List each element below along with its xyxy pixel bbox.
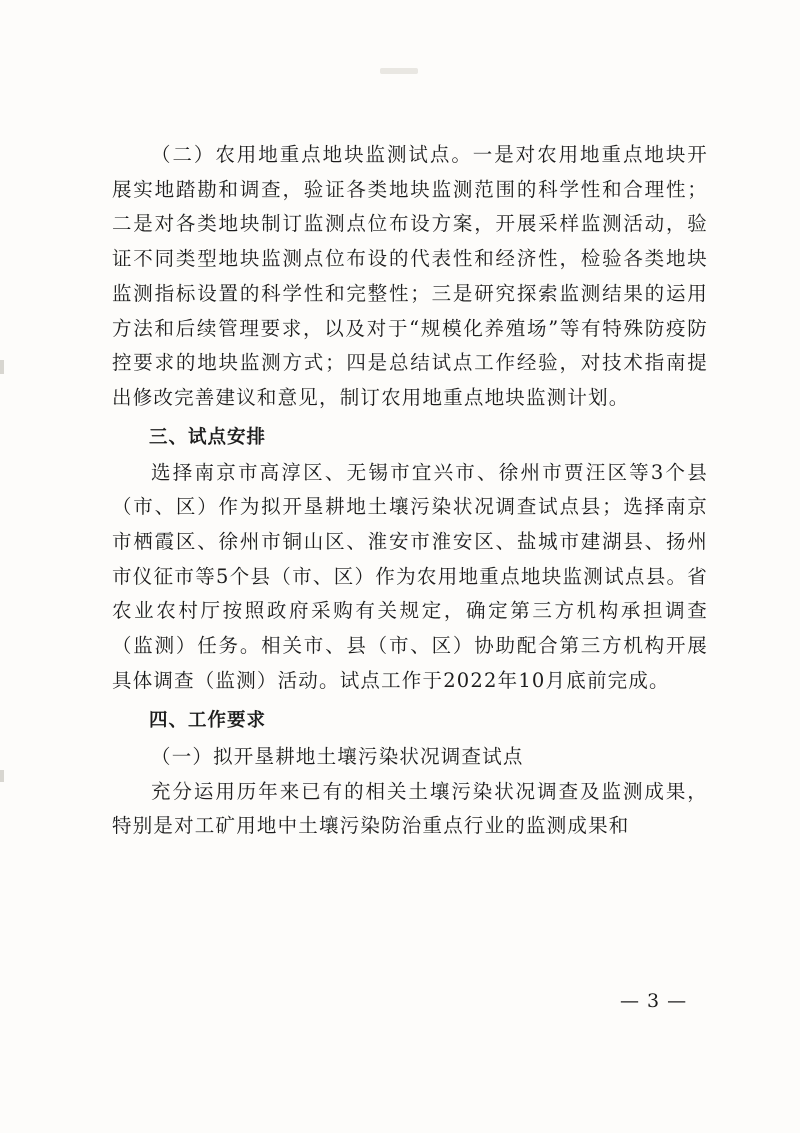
paragraph-pilot-arrangement: 选择南京市高淳区、无锡市宜兴市、徐州市贾汪区等3个县（市、区）作为拟开垦耕地土壤污染状况调查试点县；选择南京市栖霞区、徐州市铜山区、淮安市淮安区、盐城市建湖县、扬州市仪征市等5个县（市、区）作为农用地重点地块监测试点县。省农业农村厅按照政府采购有关规定，确定第三方机构承担调查（监测）任务。相关市、县（市、区）协助配合第三方机构开展具体调查（监测）活动。试点工作于2022年10月底前完成。 bbox=[112, 460, 708, 692]
paragraph-soil-survey: 充分运用历年来已有的相关土壤污染状况调查及监测成果，特别是对工矿用地中土壤污染防治重点行业的监测成果和 bbox=[112, 779, 708, 838]
scan-edge-mark bbox=[0, 770, 4, 782]
document-body bbox=[112, 138, 708, 844]
scan-edge-mark bbox=[0, 360, 4, 374]
section-heading-work-requirements: 四、工作要求 bbox=[149, 709, 267, 731]
header-mark bbox=[380, 68, 418, 74]
page-number: — 3 — bbox=[620, 990, 688, 1012]
subsection-heading-soil-survey: （一）拟开垦耕地土壤污染状况调查试点 bbox=[151, 744, 524, 768]
paragraph-pilot-monitoring: （二）农用地重点地块监测试点。一是对农用地重点地块开展实地踏勘和调查，验证各类地块监测范围的科学性和合理性；二是对各类地块制订监测点位布设方案，开展采样监测活动，验证不同类型地块监测点位布设的代表性和经济性，检验各类地块监测指标设置的科学性和完整性；三是研究探索监测结果的运用方法和后续管理要求，以及对于“规模化养殖场”等有特殊防疫防控要求的地块监测方式；四是总结试点工作经验，对技术指南提出修改完善建议和意见，制订农用地重点地块监测计划。 bbox=[112, 143, 708, 409]
section-heading-pilot-arrangement: 三、试点安排 bbox=[149, 426, 267, 448]
